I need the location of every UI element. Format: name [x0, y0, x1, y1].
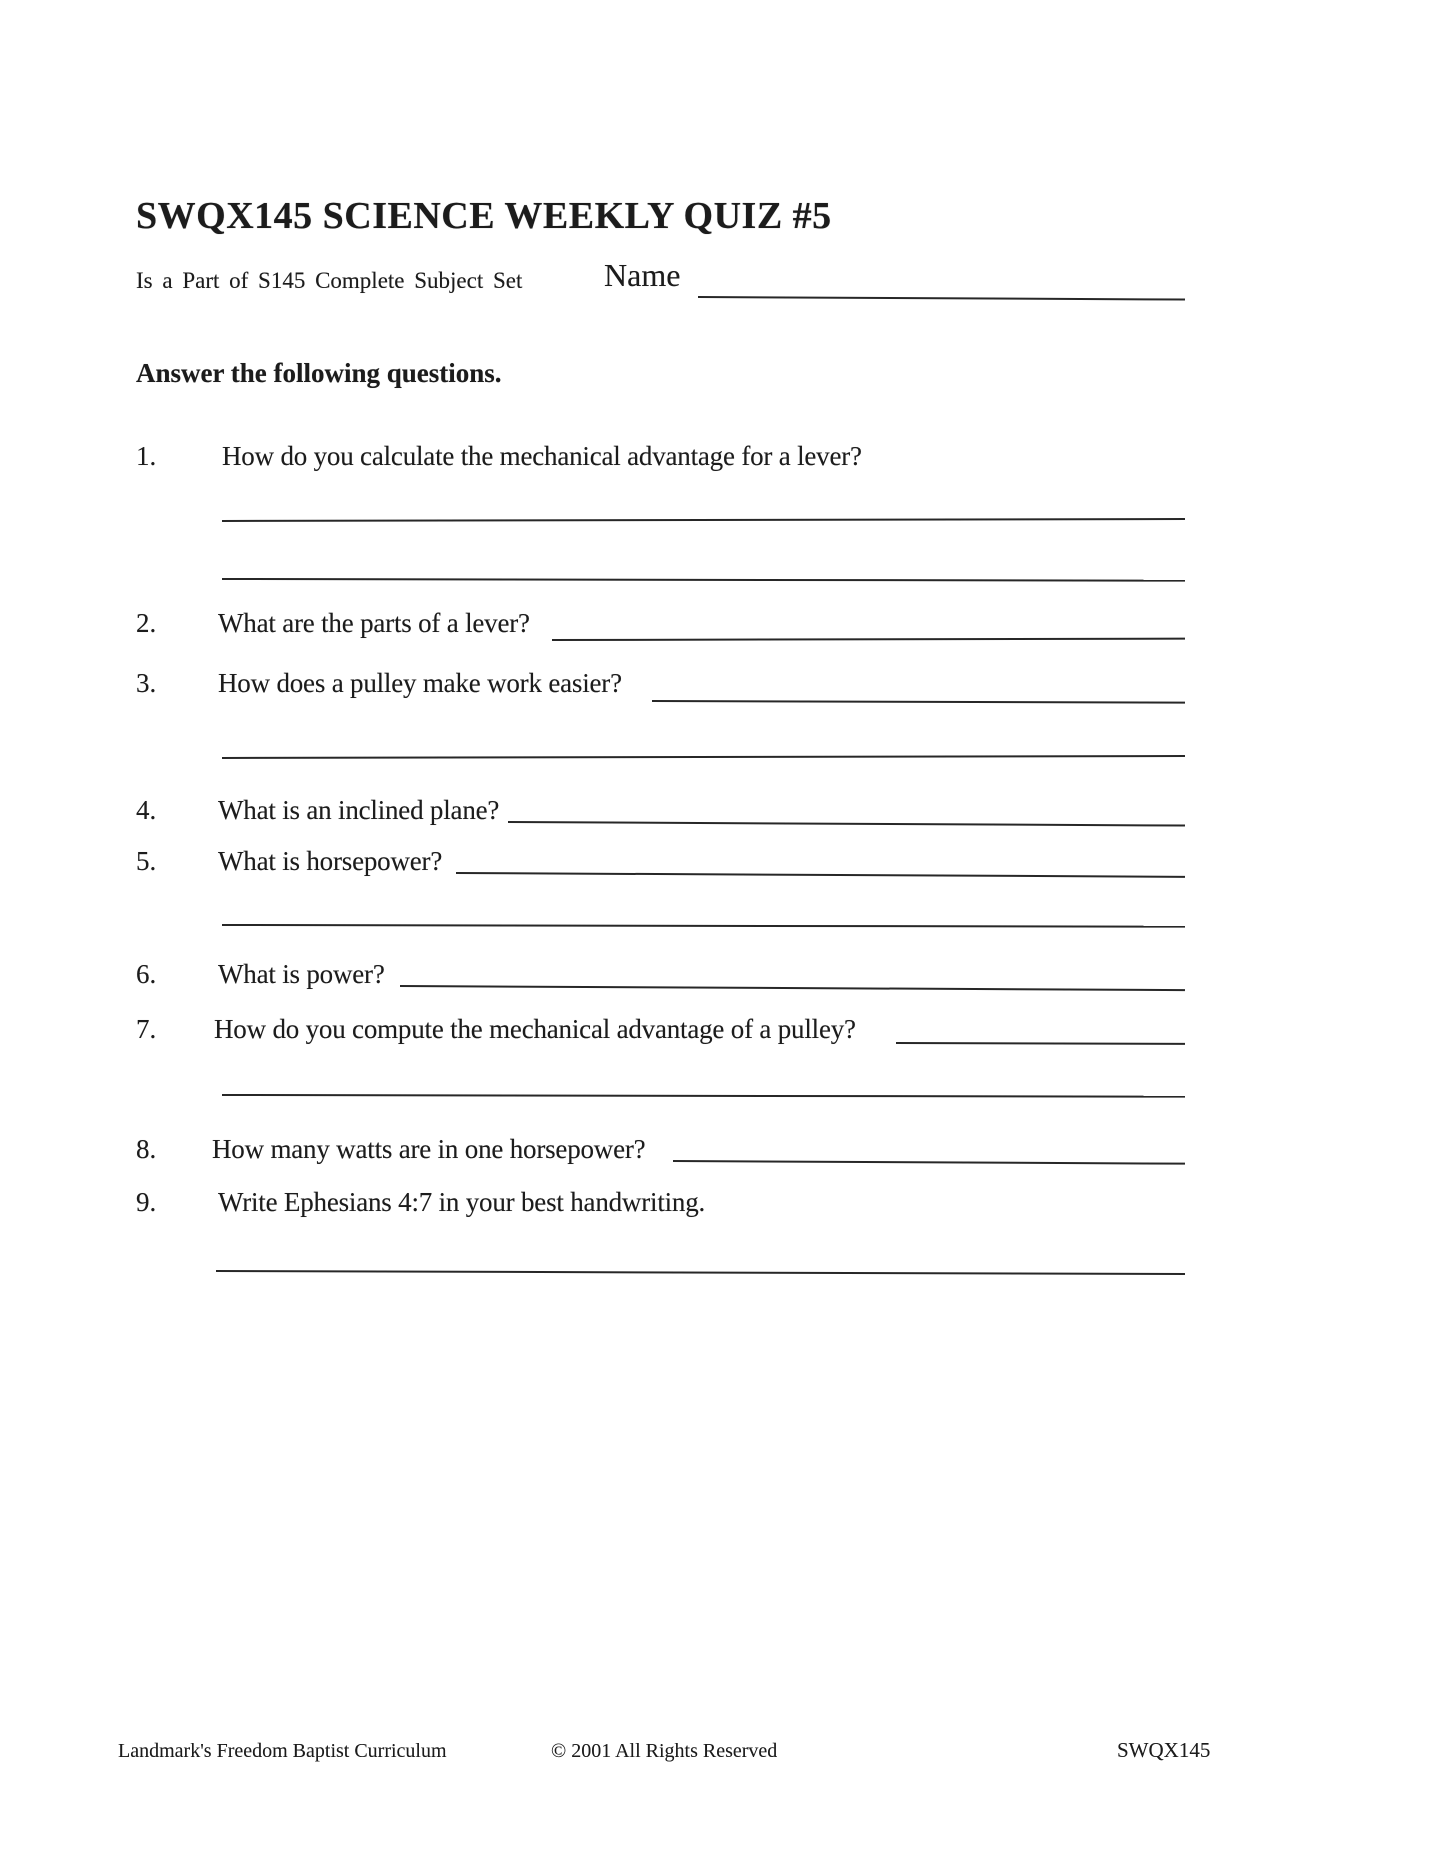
answer-line-q5[interactable]	[456, 872, 1185, 878]
question-text: What is horsepower?	[218, 846, 443, 876]
answer-line-q7-row2[interactable]	[222, 1094, 1185, 1098]
question-text: How many watts are in one horsepower?	[212, 1134, 646, 1164]
answer-line-q8[interactable]	[673, 1160, 1185, 1165]
answer-line-q1-row1[interactable]	[222, 518, 1185, 522]
question-number: 5.	[136, 846, 157, 876]
question-number: 6.	[136, 959, 157, 989]
answer-line-q3-row2[interactable]	[222, 755, 1185, 759]
question-number: 7.	[136, 1014, 157, 1044]
name-line[interactable]	[698, 296, 1185, 301]
instructions-heading: Answer the following questions.	[136, 358, 502, 388]
footer-copyright: © 2001 All Rights Reserved	[551, 1740, 778, 1762]
question-text: What is an inclined plane?	[218, 795, 500, 825]
footer-code: SWQX145	[1117, 1738, 1211, 1762]
question-number: 8.	[136, 1134, 157, 1164]
answer-line-q6[interactable]	[400, 985, 1185, 991]
page-title: SWQX145 SCIENCE WEEKLY QUIZ #5	[136, 195, 832, 237]
question-text: What is power?	[218, 959, 385, 989]
footer-curriculum: Landmark's Freedom Baptist Curriculum	[118, 1740, 447, 1762]
answer-line-q9[interactable]	[216, 1270, 1185, 1275]
answer-line-q2[interactable]	[552, 638, 1185, 641]
answer-line-q5-row2[interactable]	[222, 924, 1185, 928]
question-text: How do you compute the mechanical advantage of a pulley?	[214, 1014, 856, 1044]
question-text: Write Ephesians 4:7 in your best handwriting.	[218, 1187, 706, 1217]
question-text: What are the parts of a lever?	[218, 608, 530, 638]
answer-line-q7[interactable]	[896, 1042, 1185, 1045]
question-number: 3.	[136, 668, 157, 698]
answer-line-q4[interactable]	[508, 821, 1185, 827]
question-text: How do you calculate the mechanical advantage for a lever?	[222, 441, 862, 471]
page-subtitle: Is a Part of S145 Complete Subject Set	[136, 268, 523, 293]
question-number: 1.	[136, 441, 157, 471]
question-number: 4.	[136, 795, 157, 825]
question-number: 9.	[136, 1187, 157, 1217]
name-label: Name	[604, 257, 681, 293]
answer-line-q1-row2[interactable]	[222, 578, 1185, 582]
question-text: How does a pulley make work easier?	[218, 668, 622, 698]
question-number: 2.	[136, 608, 157, 638]
answer-line-q3[interactable]	[652, 700, 1185, 704]
